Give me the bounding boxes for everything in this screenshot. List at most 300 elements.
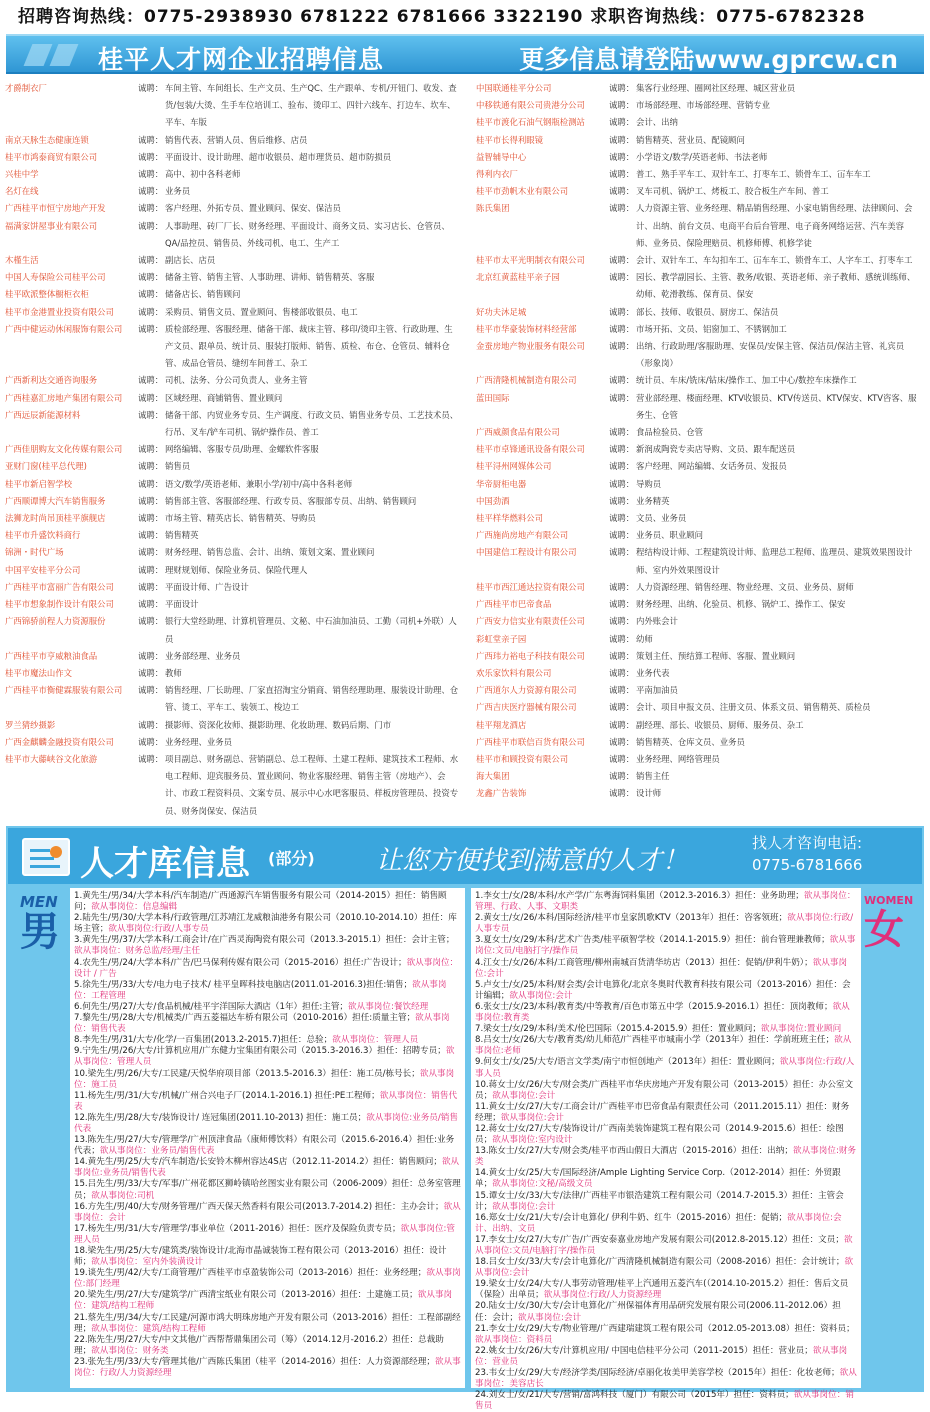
company-name[interactable]: 广西桂平市恒宁房地产开发 bbox=[5, 203, 106, 214]
company-name[interactable]: 桂平翔龙酒店 bbox=[476, 719, 527, 730]
hiring-label: 诚聘： bbox=[609, 599, 635, 610]
job-row bbox=[5, 132, 465, 149]
right-job-listings bbox=[476, 80, 926, 803]
talent-entry bbox=[74, 1002, 461, 1013]
talent-entry bbox=[74, 1069, 461, 1091]
job-row bbox=[5, 527, 465, 544]
company-name[interactable]: 广西中健运动休闲服饰有限公司 bbox=[5, 323, 123, 334]
job-row bbox=[5, 648, 465, 665]
job-positions: 设计师 bbox=[636, 788, 662, 799]
talent-profile: 14.黄女士/女/25/大专/国际经济/Ample Lighting Service Corp.（2012-2014）担任：外贸跟单； bbox=[475, 1168, 841, 1190]
job-positions: 平面设计、设计助理、超市收银员、超市理货员、超市防损员 bbox=[165, 151, 392, 162]
job-row bbox=[476, 114, 926, 131]
hiring-label: 诚聘： bbox=[609, 478, 635, 489]
job-row bbox=[476, 717, 926, 734]
talent-profile: 8.吕女士/女/26/大专/教育类/幼儿师范/广西桂平市城南小学（2013年）担任：学前班班主任； bbox=[475, 1035, 835, 1046]
hiring-label: 诚聘： bbox=[138, 736, 164, 747]
job-row bbox=[5, 218, 465, 252]
job-positions: 部长、技师、收银员、厨房工、保洁员 bbox=[636, 306, 779, 317]
hiring-label: 诚聘： bbox=[138, 83, 164, 93]
company-name[interactable]: 罗兰猜纱摄影 bbox=[5, 719, 56, 730]
talent-desired-position: 欲从事岗位：建筑/结构工程师 bbox=[91, 1323, 206, 1334]
job-positions: 高中、初中各科老师 bbox=[165, 169, 241, 180]
talent-entry bbox=[475, 1235, 857, 1257]
company-name[interactable]: 木槿生活 bbox=[5, 255, 39, 266]
talent-desired-position: 欲从事岗位:文秘/高级文员 bbox=[492, 1179, 593, 1190]
job-positions: 业务经理、业务员 bbox=[165, 736, 232, 747]
company-name[interactable]: 广西锦骄前程人力资源服份 bbox=[5, 616, 106, 627]
hiring-label: 诚聘： bbox=[138, 323, 164, 334]
company-name[interactable]: 广西佳朋购友文化传媒有限公司 bbox=[5, 444, 123, 455]
job-row bbox=[5, 596, 465, 613]
company-name[interactable]: 广西桂平市衡健霖服装有限公司 bbox=[5, 685, 123, 696]
company-name[interactable]: 中移铁通有限公司贵港分公司 bbox=[476, 100, 585, 111]
talent-profile: 18.吕女士/女/33/大专/会计电算化/广西清隆机械制造有限公司（2008-2016）担任：会计统计； bbox=[475, 1257, 845, 1268]
talent-profile: 2.陆先生/男/30/大学本科/行政管理/江苏靖江龙威粮油港务有限公司（2010.10-2014.10）担任：库场主管； bbox=[74, 913, 457, 935]
company-name[interactable]: 桂平市新启智学校 bbox=[5, 478, 72, 489]
company-name[interactable]: 广西清隆机械制造有限公司 bbox=[476, 375, 577, 386]
hiring-label: 诚聘： bbox=[138, 220, 164, 231]
job-row bbox=[5, 183, 465, 200]
talent-desired-position: 欲从事岗位:行政/人事专员 bbox=[475, 913, 854, 935]
company-name[interactable]: 桂平市魔法山作文 bbox=[5, 667, 72, 678]
job-positions: 储备店长、销售顾问 bbox=[165, 289, 241, 300]
company-name[interactable]: 桂平市卓锋通讯设备有限公司 bbox=[476, 444, 585, 455]
talent-desired-position: 欲从事岗位:财务类 bbox=[475, 1146, 857, 1168]
company-name[interactable]: 广西安力信实业有限责任公司 bbox=[476, 616, 585, 627]
talent-profile: 16.郑女士/女/21/大专/会计电算化/ 伊利牛奶、红牛（2015-2016）担任：促销； bbox=[475, 1212, 788, 1223]
company-name[interactable]: 桂平市长得利眼镜 bbox=[476, 134, 543, 145]
talent-desired-position: 欲从事岗位：财务类 bbox=[91, 1345, 169, 1356]
talent-entry bbox=[475, 1124, 857, 1146]
talent-desired-position: 欲从事岗位：业务员/销售代表 bbox=[99, 1146, 215, 1157]
job-positions: 销售经理、厂长助理、厂家直招淘宝分销商、销售经理助理、服装设计助理、仓管、烫工、平车工、装领工、梭边工 bbox=[165, 685, 459, 713]
talent-profile: 8.李先生/男/31/大专/化学/一百集团(2013.2-2015.7)担任：总验； bbox=[74, 1035, 333, 1046]
job-row bbox=[5, 304, 465, 321]
job-row bbox=[476, 441, 926, 458]
talent-pool-section bbox=[6, 826, 924, 1412]
company-name[interactable]: 陈氏集团 bbox=[476, 203, 510, 214]
talent-profile: 3.夏女士/女/29/本科/艺术广告类/桂平硕智学校（2014.1-2015.9）担任：前台管理兼教师； bbox=[475, 935, 830, 946]
talent-profile: 21.李女士/女/29/大专/物业管理/广西建瑞建筑工程有限公司（2012.05-2013.08）担任：资料员； bbox=[475, 1323, 855, 1334]
talent-desired-position: 欲从事岗位:教育类 bbox=[475, 1001, 850, 1024]
talent-profile: 6.何先生/男/27/大专/食品机械/桂平宇洋国际大酒店（1年）担任:主管； bbox=[74, 1001, 349, 1012]
company-name[interactable]: 广西玮力裕电子科技有限公司 bbox=[476, 650, 585, 661]
company-name[interactable]: 龙鑫广告装饰 bbox=[476, 788, 527, 799]
job-positions: 储备干部、内贸业务专员、生产调度、行政文员、销售业务专员、工艺技术员、行吊、叉车/铲车司机、锅炉操作员、普工 bbox=[165, 409, 459, 438]
job-row bbox=[5, 562, 465, 579]
talent-profile: 16.方先生/男/40/大专/财务管理/广西天保天然香料有限公司(2013.7-2014.2) 担任：主办会计； bbox=[74, 1201, 444, 1212]
job-row bbox=[476, 97, 926, 114]
company-name[interactable]: 中国人寿保险公司桂平公司 bbox=[5, 272, 106, 283]
hiring-label: 诚聘： bbox=[609, 186, 635, 197]
talent-entry bbox=[475, 1024, 857, 1035]
hiring-label: 诚聘： bbox=[609, 117, 635, 128]
hiring-label: 诚聘： bbox=[138, 616, 164, 627]
company-name[interactable]: 得利内衣厂 bbox=[476, 169, 518, 180]
job-row bbox=[5, 682, 465, 716]
talent-entry bbox=[74, 1202, 461, 1224]
talent-entry bbox=[475, 1324, 857, 1346]
talent-desired-position: 欲从事岗位:行政/人事专员 bbox=[108, 924, 209, 935]
hiring-label: 诚聘： bbox=[609, 685, 635, 696]
company-name[interactable]: 广西施尚房地产有限公司 bbox=[476, 530, 569, 541]
job-positions: 理财规划师、保险业务员、保险代理人 bbox=[165, 564, 308, 575]
company-name[interactable]: 广西吉庆医疗器械有限公司 bbox=[476, 702, 577, 713]
hiring-label: 诚聘： bbox=[609, 495, 635, 506]
job-row bbox=[476, 631, 926, 648]
job-positions: 业务部经理、业务员 bbox=[165, 650, 241, 661]
job-row bbox=[5, 390, 465, 407]
job-positions: 文员、业务员 bbox=[636, 513, 687, 524]
company-name[interactable]: 海大集团 bbox=[476, 771, 510, 782]
talent-entry bbox=[74, 1224, 461, 1246]
company-name[interactable]: 广西桂平市巴帝食品 bbox=[476, 599, 552, 610]
company-name[interactable]: 广西远辰新能源材料 bbox=[5, 409, 81, 420]
hiring-label: 诚聘： bbox=[138, 409, 164, 420]
company-name[interactable]: 桂平市劲帆木业有限公司 bbox=[476, 186, 569, 197]
women-talent-list bbox=[471, 888, 861, 1412]
talent-desired-position: 欲从事岗位:会计 bbox=[517, 1312, 582, 1323]
talent-header-bar bbox=[8, 828, 922, 884]
talent-entry bbox=[475, 980, 857, 1002]
talent-profile: 3.黄先生/男/37/大学本科/工商会计/在广西灵海陶瓷有限公司（2013.3-2015.1）担任：会计主管； bbox=[74, 935, 455, 946]
hiring-label: 诚聘： bbox=[138, 255, 164, 266]
job-row bbox=[5, 613, 465, 647]
hiring-label: 诚聘： bbox=[609, 169, 635, 180]
banner-title: 桂平人才网企业招聘信息 bbox=[98, 45, 385, 74]
company-name[interactable]: 南京天脉生态健康连锁 bbox=[5, 134, 89, 145]
job-row bbox=[476, 613, 926, 630]
talent-profile: 11.杨先生/男/31/大专/机械/广州合兴电子厂(2014.1-2016.1) 担任:PE工程师； bbox=[74, 1090, 380, 1101]
job-positions: 市场主管、精英店长、销售精英、导购员 bbox=[165, 513, 316, 524]
job-positions: 客户经理、网站编辑、女话务员、发报员 bbox=[636, 461, 787, 472]
job-positions: 平面设计师、广告设计 bbox=[165, 581, 249, 592]
job-row bbox=[476, 132, 926, 149]
talent-profile: 20.陆女士/女/30/大专/会计电算化/广州保福体育用品研究发展有限公司(2006.11-2012.06）担任：会计； bbox=[475, 1301, 841, 1323]
company-name[interactable]: 益智辅导中心 bbox=[476, 151, 527, 162]
talent-title: 人才库信息 bbox=[80, 844, 250, 884]
hiring-label: 诚聘： bbox=[138, 134, 164, 145]
company-name[interactable]: 名灯在线 bbox=[5, 186, 39, 197]
job-positions: 财务经理、出纳、化验员、机修、锅炉工、操作工、保安 bbox=[636, 599, 846, 610]
company-name[interactable]: 桂平市大藤峡谷文化旅游 bbox=[5, 753, 98, 764]
job-row bbox=[5, 166, 465, 183]
talent-desired-position: 欲从事岗位:行政/人事人员 bbox=[475, 1057, 855, 1079]
job-row bbox=[5, 80, 465, 132]
hiring-label: 诚聘： bbox=[138, 667, 164, 678]
job-row bbox=[476, 648, 926, 665]
talent-entry bbox=[475, 1168, 857, 1190]
talent-entry bbox=[475, 1213, 857, 1235]
talent-entry bbox=[74, 1179, 461, 1201]
company-name[interactable]: 广西桂嘉汇房地产集团有限公司 bbox=[5, 392, 123, 403]
job-positions: 银行大堂经助理、计算机管理员、文秘、中石油加油员、工勤（司机+外联）人员 bbox=[165, 616, 457, 644]
talent-entry bbox=[475, 958, 857, 980]
banner-website-link[interactable]: 更多信息请登陆www.gprcw.cn bbox=[519, 45, 898, 74]
talent-desired-position: 欲从事岗位：销售员 bbox=[475, 1390, 854, 1412]
company-name[interactable]: 广西金麒麟金融投资有限公司 bbox=[5, 736, 114, 747]
job-positions: 网络编辑、客服专员/助理、金螺软件客服 bbox=[165, 444, 319, 455]
talent-entry bbox=[475, 1191, 857, 1213]
company-name[interactable]: 桂平市鸿泰商贸有限公司 bbox=[5, 151, 98, 162]
job-positions: 普工、熟手平车工、双针车工、打枣车工、锁骨车工、冚车车工 bbox=[636, 169, 871, 180]
hiring-label: 诚聘： bbox=[138, 685, 164, 696]
talent-desired-position: 欲从事岗位：会计 bbox=[74, 1201, 461, 1223]
company-name[interactable]: 才爵制衣厂 bbox=[5, 83, 47, 93]
hiring-label: 诚聘： bbox=[138, 478, 164, 489]
job-row bbox=[5, 493, 465, 510]
talent-profile: 23.韦女士/女/29/大专/经济学类/国际经济/卓丽化妆美甲美容学校（2015年）担任：化妆老师； bbox=[475, 1368, 840, 1379]
company-name[interactable]: 桂平市西江通达拉资有限公司 bbox=[476, 581, 585, 592]
job-positions: 幼师 bbox=[636, 633, 653, 644]
job-positions: 车间主管、车间组长、生产文员、生产QC、生产跟单、专机/开钮门、收发、查货/包装/大烫、生手车位培训工、验布、烫印工、四针六线车、打边车、坎车、平车、车版 bbox=[165, 83, 457, 128]
company-name[interactable]: 桂平市和顾投资有限公司 bbox=[476, 753, 569, 764]
job-positions: 销售精英、仓库文员、业务员 bbox=[636, 736, 745, 747]
company-name[interactable]: 桂平样华燃料公司 bbox=[476, 513, 543, 524]
talent-entry bbox=[74, 1035, 461, 1046]
talent-desired-position: 欲从事岗位:室内设计 bbox=[492, 1135, 573, 1146]
hiring-label: 诚聘： bbox=[138, 444, 164, 455]
talent-desired-position: 欲从事岗位：销售代表 bbox=[74, 1090, 458, 1112]
job-positions: 会计、双针车工、车勾扣车工、冚车车工、锁骨车工、人字车工、打枣车工 bbox=[636, 255, 913, 266]
hiring-label: 诚聘： bbox=[609, 255, 635, 266]
job-positions: 市场部经理、市场部经理、营销专业 bbox=[636, 100, 770, 111]
talent-profile: 22.姚女士/女/26/大专/计算机应用/ 中国电信桂平分公司（2011-2015）担任：营业员； bbox=[475, 1345, 813, 1356]
talent-profile: 14.黄先生/男/25/大专/汽车制造/长安铃木柳州容达4S店（2012.11-2014.2）担任：销售顾问； bbox=[74, 1157, 442, 1168]
company-name[interactable]: 桂平市太平光明制衣有限公司 bbox=[476, 255, 585, 266]
job-row bbox=[476, 699, 926, 716]
job-positions: 销售精英、营业员、配镜顾问 bbox=[636, 134, 745, 145]
job-positions: 出纳、行政助理/客服助理、安保员/安保主管、保洁员/保洁主管、礼宾员（形象岗） bbox=[636, 341, 905, 369]
company-name[interactable]: 蓝田国际 bbox=[476, 392, 510, 403]
job-row bbox=[476, 785, 926, 802]
company-name[interactable]: 桂平欧派整体橱柜衣柜 bbox=[5, 289, 89, 300]
talent-desired-position: 欲从事岗位：建筑/结构工程师 bbox=[74, 1290, 453, 1312]
banner-stripe-icon bbox=[24, 44, 53, 66]
left-job-listings bbox=[5, 80, 465, 820]
job-row bbox=[476, 252, 926, 269]
talent-desired-position: 欲从事岗位:餐饮经理 bbox=[348, 1001, 429, 1012]
job-row bbox=[476, 596, 926, 613]
company-name[interactable]: 欢乐家饮料有限公司 bbox=[476, 667, 552, 678]
talent-profile: 17.李女士/女/27/大专/广告/广西安泰嘉业房地产发展有限公司(2012.8-2015.12）担任：文员； bbox=[475, 1234, 844, 1245]
job-row bbox=[5, 321, 465, 373]
company-name[interactable]: 广西桂平市富丽广告有限公司 bbox=[5, 581, 114, 592]
hiring-label: 诚聘： bbox=[138, 719, 164, 730]
company-name[interactable]: 广西顺谭博大汽车销售服务 bbox=[5, 495, 106, 506]
job-row bbox=[476, 458, 926, 475]
talent-desired-position: 欲从事岗位:会计 bbox=[475, 957, 848, 979]
talent-desired-position: 欲从事岗位:部门经理 bbox=[74, 1268, 461, 1290]
talent-profile: 15.谭女士/女/33/大专/法律/广西桂平市银浩建筑工程有限公司（2014.7-2015.3）担任：主管会计； bbox=[475, 1190, 844, 1212]
talent-entry bbox=[74, 891, 461, 913]
company-name[interactable]: 北京红黄蓝桂平亲子园 bbox=[476, 272, 560, 283]
job-row bbox=[476, 768, 926, 785]
job-positions: 司机、法务、分公司负责人、业务主管 bbox=[165, 375, 308, 386]
job-positions: 销售主任 bbox=[636, 771, 670, 782]
talent-entry bbox=[475, 935, 857, 957]
talent-desired-position: 欲从事岗位：财务总监/经理/主任 bbox=[74, 946, 201, 957]
talent-desired-position: 欲从事岗位:会计 bbox=[509, 990, 573, 1001]
hiring-label: 诚聘： bbox=[609, 650, 635, 661]
job-row bbox=[476, 183, 926, 200]
company-name[interactable]: 兴桂中学 bbox=[5, 169, 39, 180]
men-en-label: MEN bbox=[20, 893, 58, 911]
talent-profile: 10.梁先生/男/26/大专/工民建/天悦华府项目部（2013.5-2016.3）担任：施工员/栋号长； bbox=[74, 1068, 420, 1079]
company-name[interactable]: 中国平安桂平分公司 bbox=[5, 564, 81, 575]
company-name[interactable]: 桂平市金港置业投资有限公司 bbox=[5, 306, 114, 317]
company-name[interactable]: 桂平市华豪装饰材料经营部 bbox=[476, 323, 577, 334]
talent-entry bbox=[74, 1246, 461, 1268]
talent-entry bbox=[475, 1146, 857, 1168]
talent-profile: 13.陈女士/女/27/大专/财会类/桂平市西山假日大酒店（2015-2016）担任：出纳； bbox=[475, 1146, 793, 1157]
job-row bbox=[476, 493, 926, 510]
company-name[interactable]: 福满家饼屋事业有限公司 bbox=[5, 220, 98, 231]
talent-desired-position: 欲从事岗位：信息编辑 bbox=[91, 902, 178, 913]
job-row bbox=[476, 476, 926, 493]
hiring-label: 诚聘： bbox=[609, 444, 635, 455]
talent-profile: 6.张女士/女/23/本科/教育类/中等教育/百色市第五中学（2015.9-2016.1）担任：顶岗教师； bbox=[475, 1001, 833, 1012]
talent-profile: 7.梁女士/女/29/本科/美术/伦巴国际（2015.4-2015.9）担任：置业顾问； bbox=[475, 1024, 761, 1035]
company-name[interactable]: 彩虹堂亲子园 bbox=[476, 633, 527, 644]
hiring-label: 诚聘： bbox=[609, 616, 635, 627]
job-row bbox=[476, 338, 926, 372]
job-row bbox=[5, 717, 465, 734]
hiring-label: 诚聘： bbox=[138, 186, 164, 197]
hiring-label: 诚聘： bbox=[138, 289, 164, 300]
hiring-label: 诚聘： bbox=[609, 134, 635, 145]
talent-profile: 19.梁女士/女/24/大专/人事劳动管理/桂平上汽通用五菱汽车(（2014.10-2015.2）担任：售后文员（保险）出单员； bbox=[475, 1279, 849, 1301]
company-name[interactable]: 亚财门窗(桂平总代理) bbox=[5, 461, 87, 472]
hiring-label: 诚聘： bbox=[138, 169, 164, 180]
talent-desired-position: 欲从事岗位:管理人员 bbox=[74, 1223, 456, 1245]
hiring-label: 诚聘： bbox=[609, 151, 635, 162]
job-row bbox=[5, 252, 465, 269]
job-row bbox=[5, 149, 465, 166]
talent-desired-position: 欲从事岗位:文员/电脑打字/操作员 bbox=[475, 935, 856, 957]
job-positions: 销售部主管、客服部经理、行政专员、客服部专员、出纳、销售顾问 bbox=[165, 495, 417, 506]
talent-desired-position: 欲从事岗位：工程管理 bbox=[74, 979, 447, 1001]
job-positions: 副店长、店员 bbox=[165, 255, 216, 266]
company-name[interactable]: 广西道尔人力资源有限公司 bbox=[476, 685, 577, 696]
talent-entry bbox=[74, 913, 461, 935]
job-positions: 业务精英 bbox=[636, 495, 670, 506]
talent-entry bbox=[74, 1113, 461, 1135]
hiring-label: 诚聘： bbox=[138, 392, 164, 403]
talent-profile: 11.黄女士/女/27/大专/工商会计/广西桂平市巴帝食品有限责任公司（2011.2015.11）担任：财务经理； bbox=[475, 1101, 850, 1123]
company-name[interactable]: 广西桂平市联信百货有限公司 bbox=[476, 736, 585, 747]
talent-entry bbox=[475, 1301, 857, 1323]
talent-profile: 9.宁先生/男/26/大专/计算机应用/广东健力宝集团有限公司（2015.3-2016.3）担任：招聘专员； bbox=[74, 1046, 446, 1057]
job-row bbox=[476, 579, 926, 596]
job-row bbox=[5, 407, 465, 441]
job-row bbox=[5, 734, 465, 751]
job-row bbox=[5, 579, 465, 596]
hiring-label: 诚聘： bbox=[138, 581, 164, 592]
job-row bbox=[5, 510, 465, 527]
company-name[interactable]: 广西新利达交通咨询服务 bbox=[5, 375, 98, 386]
men-logo bbox=[20, 894, 68, 980]
hiring-label: 诚聘： bbox=[609, 375, 635, 386]
talent-entry bbox=[74, 1046, 461, 1068]
talent-slogan: 让您方便找到满意的人才！ bbox=[376, 846, 689, 876]
company-name[interactable]: 广西威颜食品有限公司 bbox=[476, 427, 560, 438]
company-name[interactable]: 桂平市想象制作设计有限公司 bbox=[5, 599, 114, 610]
talent-profile: 4.农先生/男/24/大学本科/广告/巴马保利传媒有限公司（2015-2016）担任:广告设计； bbox=[74, 957, 407, 968]
talent-entry bbox=[475, 1057, 857, 1079]
hiring-label: 诚聘： bbox=[138, 650, 164, 661]
hiring-label: 诚聘： bbox=[609, 341, 635, 352]
talent-desired-position: 欲从事岗位:会计 bbox=[492, 1090, 556, 1101]
job-row bbox=[5, 372, 465, 389]
talent-desired-position: 欲从事岗位：施工员 bbox=[74, 1068, 455, 1090]
company-name[interactable]: 中国建信工程设计有限公司 bbox=[476, 547, 577, 558]
talent-entry bbox=[74, 1091, 461, 1113]
company-name[interactable]: 桂平浔州网媒体公司 bbox=[476, 461, 552, 472]
hiring-label: 诚聘： bbox=[138, 151, 164, 162]
talent-profile: 1.李女士/女/28/本科/水产学/广东粤海饲料集团（2012.3-2016.3）担任：业务助理； bbox=[475, 891, 804, 901]
talent-entry bbox=[475, 913, 857, 935]
job-positions: 销售代表、营销人员、售后维修、店员 bbox=[165, 134, 308, 145]
company-name[interactable]: 桂平市升盛饮料商行 bbox=[5, 530, 81, 541]
job-positions: 质检部经理、客服经理、储备干部、裁床主管、移印/烫印主管、行政助理、生产文员、跟单员、统计员、服装打版师、销售、质检、布仓、仓管员、辅料仓管、成品仓管员、缝纫车间普工、杂工 bbox=[165, 323, 453, 369]
women-en-label: WOMEN bbox=[864, 894, 914, 907]
resume-card-icon bbox=[22, 838, 70, 876]
company-name[interactable]: 锦洲・时代广场 bbox=[5, 547, 64, 558]
talent-part-label: (部分) bbox=[268, 849, 315, 868]
job-positions: 集客行业经理、圈网社区经理、城区营业员 bbox=[636, 83, 796, 93]
talent-consult bbox=[752, 832, 862, 876]
talent-desired-position: 欲从事岗位：设计 / 广告 bbox=[74, 957, 459, 979]
hiring-label: 诚聘： bbox=[609, 530, 635, 541]
job-positions: 教师 bbox=[165, 667, 182, 678]
company-name[interactable]: 华帝厨柜电器 bbox=[476, 478, 527, 489]
job-positions: 市场开拓、文员、铝窗加工、不锈钢加工 bbox=[636, 323, 787, 334]
company-name[interactable]: 桂平市渡化石油气钢瓶检测站 bbox=[476, 117, 585, 128]
company-name[interactable]: 好功夫沐足城 bbox=[476, 306, 527, 317]
company-name[interactable]: 广西桂平市亨威粮油食品 bbox=[5, 650, 98, 661]
hiring-label: 诚聘： bbox=[609, 427, 635, 438]
talent-profile: 21.蔡先生/男/34/大专/工民建/河源市鸿大明珠房地产开发有限公司（2013-2016）担任：工程部副经理； bbox=[74, 1312, 461, 1334]
talent-profile: 12.蒋女士/女/27/大专/装饰设计/广西南美装饰建筑工程有限公司（2014.9-2015.6）担任：绘图员； bbox=[475, 1123, 844, 1146]
hiring-label: 诚聘： bbox=[609, 771, 635, 782]
hiring-label: 诚聘： bbox=[609, 702, 635, 713]
job-positions: 业务员 bbox=[165, 186, 191, 197]
talent-profile: 2.黄女士/女/26/本科/国际经济/桂平市皇家凯歌KTV（2013年）担任：咨客领班； bbox=[475, 913, 788, 924]
hiring-label: 诚聘： bbox=[138, 495, 164, 506]
job-row bbox=[5, 476, 465, 493]
company-name[interactable]: 中国劲酒 bbox=[476, 495, 510, 506]
job-positions: 储备主管、销售主管、人事助理、讲师、销售精英、客服 bbox=[165, 272, 375, 283]
hiring-label: 诚聘： bbox=[138, 753, 164, 764]
talent-profile: 23.张先生/男/33/大专/管理其他/广西陈氏集团（桂平（2014-2016）担任：人力资源部经理； bbox=[74, 1356, 435, 1367]
talent-entry bbox=[74, 935, 461, 957]
hiring-label: 诚聘： bbox=[609, 323, 635, 334]
talent-entry bbox=[475, 1102, 857, 1124]
company-name[interactable]: 金蚕房地产物业服务有限公司 bbox=[476, 341, 585, 352]
talent-desired-position: 欲从事岗位:置业顾问 bbox=[760, 1024, 842, 1035]
talent-desired-position: 欲从事岗位:业务员/销售代表 bbox=[74, 1157, 460, 1179]
job-positions: 程结构设计师、工程建筑设计师、监理总工程师、监理员、建筑效果图设计师、室内外效果图设计 bbox=[636, 547, 913, 575]
company-name[interactable]: 法狮龙时尚吊顶桂平旗舰店 bbox=[5, 513, 106, 524]
company-name[interactable]: 中国联通桂平分公司 bbox=[476, 83, 552, 93]
job-positions: 平面设计 bbox=[165, 599, 199, 610]
women-logo bbox=[864, 894, 916, 980]
hiring-label: 诚聘： bbox=[609, 547, 635, 558]
recruitment-banner bbox=[6, 34, 924, 74]
job-positions: 内外账会计 bbox=[636, 616, 678, 627]
